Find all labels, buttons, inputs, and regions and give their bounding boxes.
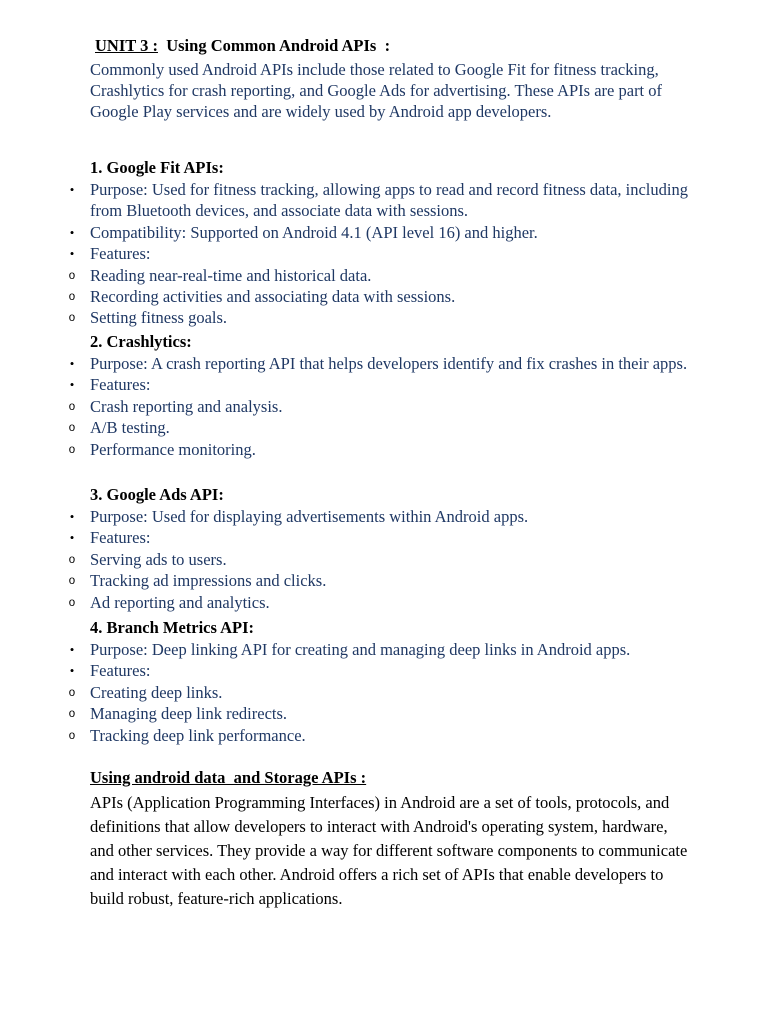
list-item-text: Reading near-real-time and historical data. [90, 265, 372, 285]
circle-bullet-icon: o [68, 553, 76, 566]
list-item-text: Features: [90, 661, 151, 681]
item-list [0, 506, 768, 613]
circle-bullet-icon: o [68, 422, 76, 435]
bullet-icon: • [69, 356, 75, 371]
sub-list-item [0, 439, 690, 460]
circle-bullet-icon: o [68, 686, 76, 699]
storage-section-paragraph: APIs (Application Programming Interfaces) in Android are a set of tools, protocols, and definitions that allow developers to interact with Android's operating system, hardware, and other services. They provide a way for different software components to communicate and interact with each other. Android offers a rich set of APIs that enable developers to build robust, feature-rich applications. [90, 793, 688, 908]
section-heading: 2. Crashlytics: [90, 332, 192, 351]
list-item [0, 660, 690, 681]
list-item-text: Managing deep link redirects. [90, 704, 288, 724]
list-item-text: Purpose: Used for displaying advertisements within Android apps. [90, 507, 529, 526]
unit-title-text: Using Common Android APIs : [157, 36, 391, 55]
list-item [0, 639, 690, 660]
section-heading: 4. Branch Metrics API: [90, 618, 255, 637]
list-item-text: Features: [90, 244, 151, 264]
list-item [0, 527, 690, 548]
item-list [0, 353, 768, 460]
list-item-text: Compatibility: Supported on Android 4.1 (API level 16) and higher. [90, 222, 538, 242]
section-google-ads [0, 484, 768, 613]
bullet-icon: • [69, 530, 75, 546]
unit-label: UNIT 3 : [95, 36, 158, 55]
section-google-fit [0, 157, 768, 329]
circle-bullet-icon: o [68, 291, 76, 304]
bullet-icon: • [69, 224, 75, 240]
circle-bullet-icon: o [68, 269, 76, 282]
list-item-text: Purpose: Deep linking API for creating and managing deep links in Android apps. [90, 640, 631, 659]
list-item-text: Setting fitness goals. [90, 308, 228, 328]
circle-bullet-icon: o [68, 575, 76, 588]
circle-bullet-icon: o [68, 596, 76, 609]
unit-title [95, 36, 390, 56]
sub-list-item [0, 703, 690, 724]
list-item [0, 179, 690, 222]
circle-bullet-icon: o [68, 400, 76, 413]
list-item-text: Tracking ad impressions and clicks. [90, 571, 327, 591]
circle-bullet-icon: o [68, 708, 76, 721]
list-item-text: Features: [90, 375, 151, 395]
sub-list-item [0, 265, 690, 286]
list-item-text: Crash reporting and analysis. [90, 396, 283, 416]
list-item [0, 374, 690, 395]
sub-list-item [0, 307, 690, 328]
sub-list-item [0, 549, 690, 570]
sub-list-item [0, 682, 690, 703]
bullet-icon: • [69, 246, 75, 262]
list-item-text: Tracking deep link performance. [90, 725, 306, 745]
circle-bullet-icon: o [68, 443, 76, 456]
intro-paragraph: Commonly used Android APIs include those related to Google Fit for fitness tracking, Crashlytics for crash reporting, and Google Ads for advertising. These APIs are part of Google Play services and are widely used by Android app developers. [90, 60, 663, 121]
bullet-icon: • [69, 509, 75, 524]
sub-list-item [0, 417, 690, 438]
bullet-icon: • [69, 182, 75, 197]
list-item-text: Performance monitoring. [90, 439, 256, 459]
section-crashlytics [0, 331, 768, 460]
sub-list-item [0, 570, 690, 591]
list-item-text: Recording activities and associating data with sessions. [90, 287, 456, 307]
section-branch-metrics [0, 617, 768, 746]
sub-list-item [0, 286, 690, 307]
sub-list-item [0, 396, 690, 417]
list-item-text: Creating deep links. [90, 682, 223, 702]
bullet-icon: • [69, 663, 75, 679]
list-item-text: A/B testing. [90, 418, 170, 438]
list-item [0, 506, 690, 527]
sub-list-item [0, 725, 690, 746]
list-item [0, 243, 690, 264]
list-item [0, 353, 690, 374]
list-item-text: Purpose: A crash reporting API that helps developers identify and fix crashes in their apps. [90, 354, 688, 373]
section-heading: 1. Google Fit APIs: [90, 158, 224, 177]
item-list [0, 179, 768, 329]
circle-bullet-icon: o [68, 729, 76, 742]
list-item-text: Purpose: Used for fitness tracking, allowing apps to read and record fitness data, including from Bluetooth devices, and associate data with sessions. [90, 180, 688, 221]
list-item-text: Serving ads to users. [90, 549, 227, 569]
list-item [0, 222, 690, 243]
bullet-icon: • [69, 377, 75, 393]
section-heading: 3. Google Ads API: [90, 485, 224, 504]
sub-list-item [0, 592, 690, 613]
storage-section-heading: Using android data and Storage APIs : [90, 768, 367, 787]
list-item-text: Features: [90, 528, 151, 548]
bullet-icon: • [69, 642, 75, 657]
circle-bullet-icon: o [68, 312, 76, 325]
list-item-text: Ad reporting and analytics. [90, 592, 270, 612]
item-list [0, 639, 768, 746]
